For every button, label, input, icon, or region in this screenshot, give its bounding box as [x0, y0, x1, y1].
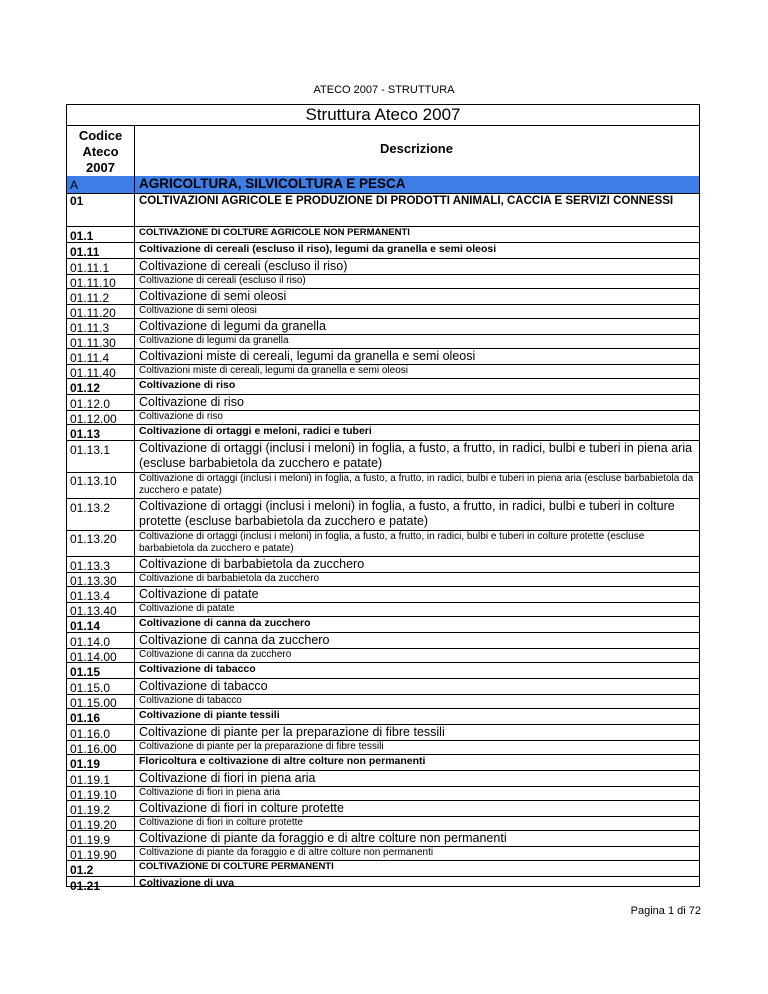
row-description: Coltivazione di cereali (escluso il riso) — [139, 275, 306, 286]
table-row — [67, 194, 699, 227]
row-description: Coltivazione di fiori in piena aria — [139, 787, 281, 798]
row-code: 01.19.2 — [70, 803, 111, 817]
row-description: Coltivazione di riso — [139, 379, 236, 391]
row-code: 01.11.30 — [70, 336, 116, 350]
row-code: 01.19.1 — [70, 773, 111, 787]
table-row — [67, 603, 699, 617]
table-row — [67, 587, 699, 603]
row-description: Coltivazione di ortaggi (inclusi i meloni) in foglia, a fusto, a frutto, in radici, bulbi e tuberi in colture protette (escluse barbabietola da zucchero e patate) — [139, 531, 645, 554]
table-row — [67, 259, 699, 275]
row-code: 01.19.90 — [70, 848, 117, 862]
row-code: 01.16 — [70, 711, 101, 725]
running-header: ATECO 2007 - STRUTTURA — [313, 84, 455, 96]
table-row — [67, 725, 699, 741]
table-row — [67, 531, 699, 557]
table-row — [67, 741, 699, 755]
row-description: Coltivazione di patate — [139, 587, 259, 601]
row-code: 01.13.3 — [70, 559, 111, 573]
row-description: Coltivazione di patate — [139, 603, 235, 614]
row-description: Coltivazione di semi oleosi — [139, 289, 287, 303]
table-row — [67, 411, 699, 425]
row-code: 01.15.00 — [70, 696, 117, 710]
row-code: 01.11.10 — [70, 276, 116, 290]
table-row — [67, 817, 699, 831]
row-description: Coltivazione di cereali (escluso il riso), legumi da granella e semi oleosi — [139, 243, 497, 255]
row-code: 01.12 — [70, 381, 101, 395]
table-row — [67, 425, 699, 441]
table-title: Struttura Ateco 2007 — [67, 105, 699, 126]
table-row — [67, 499, 699, 531]
row-code: 01.11.2 — [70, 291, 110, 305]
row-description: AGRICOLTURA, SILVICOLTURA E PESCA — [139, 176, 406, 191]
row-code: 01.1 — [70, 229, 94, 243]
table-row — [67, 349, 699, 365]
table-row — [67, 289, 699, 305]
row-description: COLTIVAZIONI AGRICOLE E PRODUZIONE DI PRODOTTI ANIMALI, CACCIA E SERVIZI CONNESSI — [139, 195, 674, 207]
row-code: 01.16.0 — [70, 727, 111, 741]
row-description: Coltivazione di fiori in piena aria — [139, 771, 316, 785]
row-description: Coltivazioni miste di cereali, legumi da granella e semi oleosi — [139, 365, 409, 376]
row-description: Coltivazione di semi oleosi — [139, 305, 257, 316]
row-code: 01.2 — [70, 863, 94, 877]
table-row — [67, 771, 699, 787]
column-header-description: Descrizione — [380, 141, 453, 156]
row-code: 01.11.20 — [70, 306, 116, 320]
row-code: 01.11 — [70, 245, 100, 259]
row-code: 01.19.20 — [70, 818, 117, 832]
row-description: COLTIVAZIONE DI COLTURE PERMANENTI — [139, 861, 334, 872]
row-code: 01.19 — [70, 757, 101, 771]
row-code: 01.12.0 — [70, 397, 111, 411]
row-description: Coltivazione di canna da zucchero — [139, 617, 311, 629]
table-row — [67, 877, 699, 893]
row-code: 01.11.40 — [70, 366, 116, 380]
table-row — [67, 709, 699, 725]
row-code: 01.14.00 — [70, 650, 117, 664]
row-description: Coltivazione di riso — [139, 395, 244, 409]
row-code: A — [70, 178, 79, 192]
row-code: 01.11.1 — [70, 261, 110, 275]
table-row — [67, 441, 699, 473]
row-description: Coltivazione di tabacco — [139, 679, 268, 693]
row-code: 01.16.00 — [70, 742, 117, 756]
table-row — [67, 176, 699, 194]
row-code: 01.14.0 — [70, 635, 111, 649]
row-description: COLTIVAZIONE DI COLTURE AGRICOLE NON PERMANENTI — [139, 227, 410, 238]
row-description: Floricoltura e coltivazione di altre colture non permanenti — [139, 755, 426, 767]
page-number: Pagina 1 di 72 — [630, 905, 701, 917]
row-code: 01.13.1 — [70, 443, 111, 457]
row-description: Coltivazione di legumi da granella — [139, 335, 289, 346]
row-code: 01.13.30 — [70, 574, 117, 588]
row-description: Coltivazione di fiori in colture protette — [139, 817, 303, 828]
table-body — [67, 176, 699, 893]
table-row — [67, 573, 699, 587]
table-row — [67, 861, 699, 877]
column-divider — [134, 126, 135, 886]
row-description: Coltivazione di legumi da granella — [139, 319, 326, 333]
row-description: Coltivazione di ortaggi e meloni, radici e tuberi — [139, 425, 372, 437]
row-code: 01.11.3 — [70, 321, 110, 335]
row-description: Coltivazione di uva — [139, 877, 235, 889]
row-description: Coltivazione di cereali (escluso il riso) — [139, 259, 348, 273]
table-row — [67, 319, 699, 335]
row-code: 01.21 — [70, 879, 101, 893]
row-description: Coltivazione di piante per la preparazione di fibre tessili — [139, 741, 384, 752]
row-description: Coltivazione di ortaggi (inclusi i meloni) in foglia, a fusto, a frutto, in radici, bulbi e tuberi in piena aria (escluse barbabietola da zucchero e patate) — [139, 473, 694, 496]
row-code: 01.13.4 — [70, 589, 111, 603]
table-row — [67, 365, 699, 379]
table-row — [67, 663, 699, 679]
row-description: Coltivazione di ortaggi (inclusi i meloni) in foglia, a fusto, a frutto, in radici, bulbi e tuberi in piena aria (escluse barbabietola da zucchero e patate) — [139, 441, 693, 470]
row-code: 01 — [70, 194, 84, 208]
table-row — [67, 379, 699, 395]
ateco-table — [66, 104, 700, 893]
table-row — [67, 847, 699, 861]
row-description: Coltivazione di ortaggi (inclusi i meloni) in foglia, a fusto, a frutto, in radici, bulbi e tuberi in colture protette (escluse barbabietola da zucchero e patate) — [139, 499, 675, 528]
table-row — [67, 633, 699, 649]
row-code: 01.19.10 — [70, 788, 117, 802]
table-row — [67, 557, 699, 573]
row-code: 01.13 — [70, 427, 101, 441]
row-description: Coltivazione di piante da foraggio e di altre colture non permanenti — [139, 847, 434, 858]
row-description: Coltivazioni miste di cereali, legumi da granella e semi oleosi — [139, 349, 476, 363]
column-header-code: Codice Ateco 2007 — [78, 128, 123, 175]
row-description: Coltivazione di riso — [139, 411, 223, 422]
row-description: Coltivazione di piante tessili — [139, 709, 280, 721]
row-description: Coltivazione di fiori in colture protette — [139, 801, 344, 815]
table-row — [67, 649, 699, 663]
row-description: Coltivazione di barbabietola da zucchero — [139, 573, 320, 584]
row-description: Coltivazione di piante per la preparazione di fibre tessili — [139, 725, 445, 739]
table-row — [67, 617, 699, 633]
table-row — [67, 335, 699, 349]
table-row — [67, 305, 699, 319]
row-code: 01.11.4 — [70, 351, 110, 365]
row-description: Coltivazione di canna da zucchero — [139, 633, 330, 647]
table-row — [67, 755, 699, 771]
table-row — [67, 243, 699, 259]
table-row — [67, 395, 699, 411]
table-row — [67, 227, 699, 243]
row-code: 01.13.2 — [70, 501, 111, 515]
table-row — [67, 679, 699, 695]
table-row — [67, 831, 699, 847]
row-description: Coltivazione di tabacco — [139, 663, 256, 675]
table-row — [67, 473, 699, 499]
table-row — [67, 275, 699, 289]
table-row — [67, 787, 699, 801]
row-code: 01.13.40 — [70, 604, 117, 618]
row-code: 01.12.00 — [70, 412, 117, 426]
table-row — [67, 695, 699, 709]
row-description: Coltivazione di piante da foraggio e di altre colture non permanenti — [139, 831, 507, 845]
row-code: 01.13.10 — [70, 474, 117, 488]
table-header — [67, 126, 699, 176]
row-code: 01.14 — [70, 619, 101, 633]
row-code: 01.19.9 — [70, 833, 111, 847]
row-description: Coltivazione di tabacco — [139, 695, 242, 706]
row-description: Coltivazione di canna da zucchero — [139, 649, 292, 660]
row-code: 01.15.0 — [70, 681, 111, 695]
row-description: Coltivazione di barbabietola da zucchero — [139, 557, 365, 571]
row-code: 01.15 — [70, 665, 101, 679]
row-code: 01.13.20 — [70, 532, 117, 546]
table-row — [67, 801, 699, 817]
